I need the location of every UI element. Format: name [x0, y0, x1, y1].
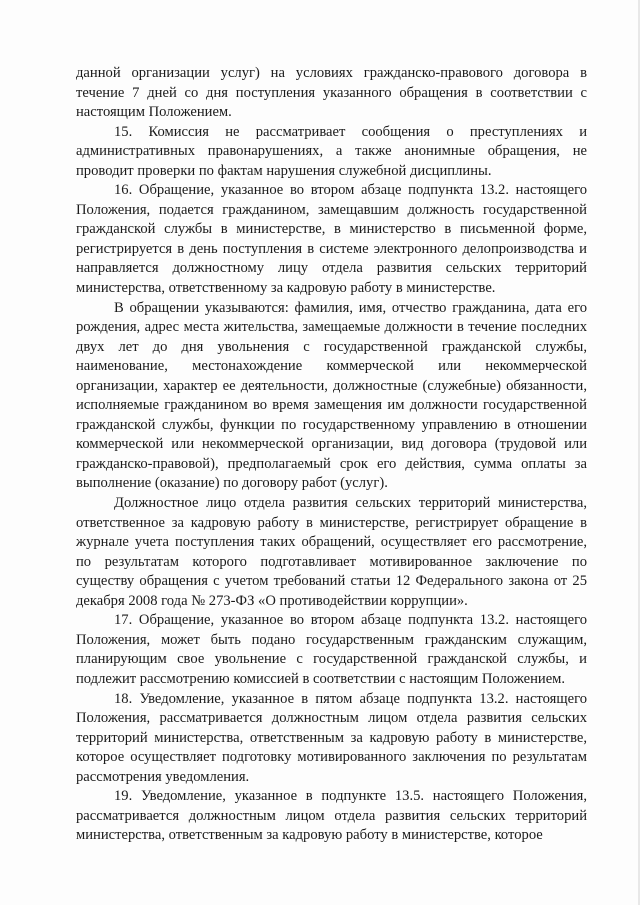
paragraph-19: 19. Уведомление, указанное в подпункте 13.5. настоящего Положения, рассматривается должностным лицом отдела развития сельских территорий министерства, ответственным за кадровую работу в министерстве, которое	[76, 788, 587, 844]
paragraph-continuation: данной организации услуг) на условиях гражданско-правового договора в течение 7 дней со дня поступления указанного обращения в соответствии с настоящим Положением.	[76, 65, 587, 121]
paragraph-16-registration: Должностное лицо отдела развития сельских территорий министерства, ответственное за кадровую работу в министерстве, регистрирует обращение в журнале учета поступления таких обращений, осуществляет его рассмотрение, по результатам которого подготавливает мотивированное заключение по существу обращения с учетом требований статьи 12 Федерального закона от 25 декабря 2008 года № 273-ФЗ «О противодействии коррупции».	[76, 495, 587, 609]
paragraph-18: 18. Уведомление, указанное в пятом абзаце подпункта 13.2. настоящего Положения, рассматривается должностным лицом отдела развития сельских территорий министерства, ответственным за кадровую работу в министерстве, которое осуществляет подготовку мотивированного заключения по результатам рассмотрения уведомления.	[76, 690, 587, 785]
document-body	[76, 64, 587, 846]
paragraph-16: 16. Обращение, указанное во втором абзаце подпункта 13.2. настоящего Положения, подается гражданином, замещавшим должность государственной гражданской службы в министерстве, в министерство в письменной форме, регистрируется в день поступления в системе электронного делопроизводства и направляется должностному лицу отдела развития сельских территорий министерства, ответственному за кадровую работу в министерстве.	[76, 182, 587, 297]
paragraph-15: 15. Комиссия не рассматривает сообщения о преступлениях и административных правонарушениях, а также анонимные обращения, не проводит проверки по фактам нарушения служебной дисциплины.	[76, 123, 587, 179]
paragraph-17: 17. Обращение, указанное во втором абзаце подпункта 13.2. настоящего Положения, может быть подано государственным гражданским служащим, планирующим свое увольнение с государственной гражданской службы, и подлежит рассмотрению комиссией в соответствии с настоящим Положением.	[76, 612, 587, 687]
paragraph-16-contents: В обращении указываются: фамилия, имя, отчество гражданина, дата его рождения, адрес места жительства, замещаемые должности в течение последних двух лет до дня увольнения с государственной гражданской службы, наименование, местонахождение коммерческой или некоммерческой организации, характер ее деятельности, должностные (служебные) обязанности, исполняемые гражданином во время замещения им должности государственной гражданской службы, функции по государственному управлению в отношении коммерческой или некоммерческой организации, вид договора (трудовой или гражданско-правовой), предполагаемый срок его действия, сумма оплаты за выполнение (оказание) по договору работ (услуг).	[76, 299, 587, 492]
